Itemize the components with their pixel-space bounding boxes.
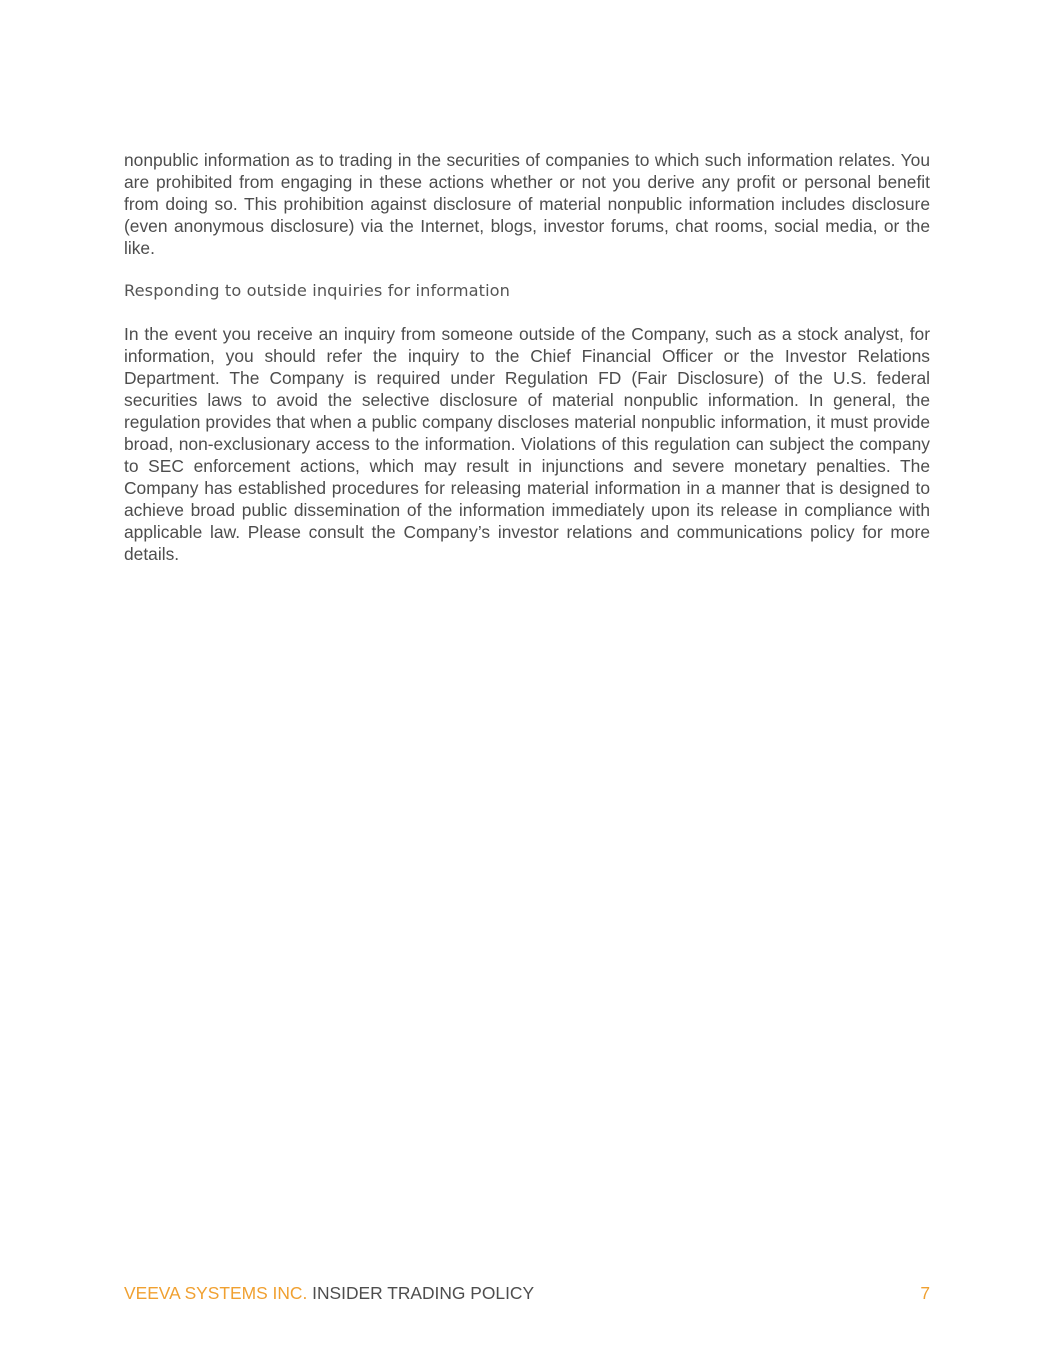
footer-company-name: VEEVA SYSTEMS INC. — [124, 1283, 308, 1303]
footer-document-title: INSIDER TRADING POLICY — [312, 1283, 535, 1303]
continued-paragraph: nonpublic information as to trading in the securities of companies to which such information relates. You are prohibited from engaging in these actions whether or not you derive any profit or personal benefit from doing so. This prohibition against disclosure of material nonpublic information includes disclosure (even anonymous disclosure) via the Internet, blogs, investor forums, chat rooms, social media, or the like. — [124, 150, 930, 258]
page-footer — [124, 1282, 930, 1304]
page-content — [124, 149, 930, 565]
page-number: 7 — [920, 1283, 930, 1303]
section-heading: Responding to outside inquiries for information — [124, 281, 511, 300]
section-paragraph: In the event you receive an inquiry from someone outside of the Company, such as a stock analyst, for information, you should refer the inquiry to the Chief Financial Officer or the Investor Relations Department. The Company is required under Regulation FD (Fair Disclosure) of the U.S. federal securities laws to avoid the selective disclosure of material nonpublic information. In general, the regulation provides that when a public company discloses material nonpublic information, it must provide broad, non-exclusionary access to the information. Violations of this regulation can subject the company to SEC enforcement actions, which may result in injunctions and severe monetary penalties. The Company has established procedures for releasing material information in a manner that is designed to achieve broad public dissemination of the information immediately upon its release in compliance with applicable law. Please consult the Company’s investor relations and communications policy for more details. — [124, 324, 930, 564]
